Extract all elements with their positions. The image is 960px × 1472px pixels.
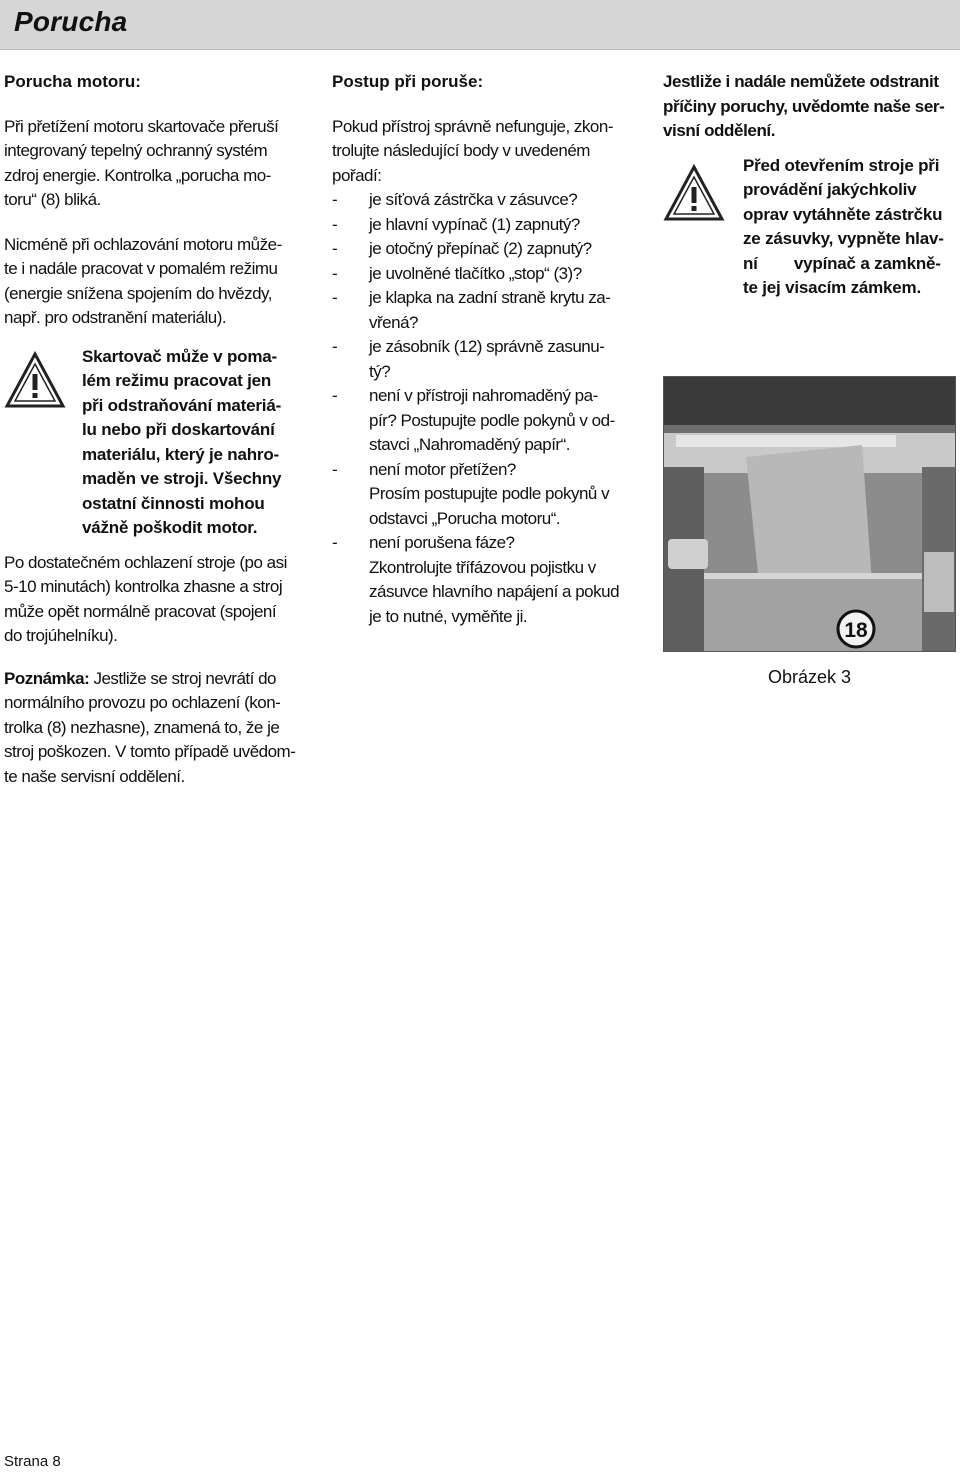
text-line: je hlavní vypínač (1) zapnutý? xyxy=(369,214,580,234)
text-line: zdroj energie. Kontrolka „porucha mo- xyxy=(4,165,271,185)
page-title: Porucha xyxy=(14,6,128,37)
note-paragraph xyxy=(4,667,302,790)
photo-callout-number: 18 xyxy=(844,619,868,642)
column-service xyxy=(663,70,956,301)
text-line: Před otevřením stroje při xyxy=(743,155,940,175)
text-line: není motor přetížen? xyxy=(369,459,516,479)
text-line: je síťová zástrčka v zásuvce? xyxy=(369,190,578,209)
text-line: trolujte následující body v uvedeném xyxy=(332,141,590,160)
text-line: ostatní činnosti mohou xyxy=(82,493,265,513)
dash-bullet: - xyxy=(332,533,338,552)
text-line: ní vypínač a zamkně- xyxy=(743,253,941,273)
text-line: 5-10 minutách) kontrolka zhasne a stroj xyxy=(4,577,283,596)
text-line: pořadí: xyxy=(332,165,382,185)
text-line: např. pro odstranění materiálu). xyxy=(4,308,227,327)
text-line: ze zásuvky, vypněte hlav- xyxy=(743,229,944,248)
list-item xyxy=(332,335,628,384)
column-troubleshooting xyxy=(332,70,628,629)
text-line: integrovaný tepelný ochranný systém xyxy=(4,141,268,160)
text-line: Pokud přístroj správně nefunguje, zkon- xyxy=(332,116,614,136)
text-line: Po dostatečném ochlazení stroje (po asi xyxy=(4,552,287,572)
warning-triangle-icon xyxy=(663,164,725,222)
dash-bullet: - xyxy=(332,288,338,307)
motor-fault-paragraph-2 xyxy=(4,233,302,331)
list-item xyxy=(332,458,628,532)
dash-bullet: - xyxy=(332,263,338,283)
text-line: trolka (8) nezhasne), znamená to, že je xyxy=(4,717,280,737)
list-item xyxy=(332,286,628,335)
dash-bullet: - xyxy=(332,214,338,234)
text-line: je zásobník (12) správně zasunu- xyxy=(369,337,605,356)
text-line: lém režimu pracovat jen xyxy=(82,371,272,390)
unplug-warning xyxy=(663,154,956,301)
text-line: příčiny poruchy, uvědomte naše ser- xyxy=(663,96,945,116)
text-line: maděn ve stroji. Všechny xyxy=(82,469,282,488)
dash-bullet: - xyxy=(332,190,338,209)
list-item xyxy=(332,188,628,213)
page-header xyxy=(0,0,960,50)
text-line: vážně poškodit motor. xyxy=(82,518,258,537)
figure-caption: Obrázek 3 xyxy=(767,667,852,687)
text-line: pír? Postupujte podle pokynů v od- xyxy=(369,410,615,430)
page-number: Strana 8 xyxy=(4,1453,61,1470)
text-line: může opět normálně pracovat (spojení xyxy=(4,601,277,621)
text-line: normálního provozu po ochlazení (kon- xyxy=(4,693,281,712)
text-line: stroj poškozen. V tomto případě uvědom- xyxy=(4,742,296,761)
unplug-warning-text xyxy=(743,154,956,301)
text-line: Nicméně při ochlazování motoru může- xyxy=(4,234,282,254)
list-item xyxy=(332,213,628,238)
motor-fault-heading: Porucha motoru: xyxy=(4,72,141,91)
note-text: Jestliže se stroj nevrátí do xyxy=(89,668,277,688)
text-line: provádění jakýchkoliv xyxy=(743,180,917,199)
text-line xyxy=(4,667,302,692)
list-item xyxy=(332,237,628,262)
text-line: Při přetížení motoru skartovače přeruší xyxy=(4,116,279,136)
note-label: Poznámka: xyxy=(4,668,90,688)
text-line: zásuvce hlavního napájení a pokud xyxy=(369,582,620,601)
dash-bullet: - xyxy=(332,337,338,356)
dash-bullet: - xyxy=(332,459,338,479)
troubleshooting-heading: Postup při poruše: xyxy=(332,72,484,91)
service-heading xyxy=(663,70,956,144)
text-line: je klapka na zadní straně krytu za- xyxy=(369,288,611,307)
shredder-interior-image xyxy=(664,377,956,652)
text-line: visní oddělení. xyxy=(663,121,776,140)
text-line: Jestliže i nadále nemůžete odstranit xyxy=(663,72,939,91)
text-line: je otočný přepínač (2) zapnutý? xyxy=(369,239,592,258)
text-line: je uvolněné tlačítko „stop“ (3)? xyxy=(369,263,582,283)
warning-triangle-icon xyxy=(4,351,66,409)
text-line: materiálu, který je nahro- xyxy=(82,444,279,464)
slow-mode-warning xyxy=(4,345,302,541)
text-line: Skartovač může v poma- xyxy=(82,346,277,366)
text-line: odstavci „Porucha motoru“. xyxy=(369,508,561,528)
text-line: tý? xyxy=(369,361,391,381)
text-line: vřená? xyxy=(369,312,418,332)
motor-fault-paragraph-1 xyxy=(4,115,302,213)
text-line: toru“ (8) bliká. xyxy=(4,190,101,209)
text-line: do trojúhelníku). xyxy=(4,626,118,645)
motor-fault-paragraph-3 xyxy=(4,551,302,649)
slow-mode-warning-text xyxy=(82,345,302,541)
text-line: stavci „Nahromaděný papír“. xyxy=(369,435,570,454)
text-line: te i nadále pracovat v pomalém režimu xyxy=(4,259,278,278)
text-line: te naše servisní oddělení. xyxy=(4,766,185,786)
column-motor-fault xyxy=(4,70,302,789)
text-line: je to nutné, vyměňte ji. xyxy=(369,606,528,626)
text-line: Zkontrolujte třífázovou pojistku v xyxy=(369,557,596,577)
text-line: Prosím postupujte podle pokynů v xyxy=(369,484,610,503)
text-line: není porušena fáze? xyxy=(369,533,515,552)
text-line: při odstraňování materiá- xyxy=(82,395,282,415)
dash-bullet: - xyxy=(332,386,338,405)
checklist xyxy=(332,188,628,629)
list-item xyxy=(332,531,628,629)
list-item xyxy=(332,384,628,458)
figure-photo xyxy=(663,376,956,652)
list-item xyxy=(332,262,628,287)
text-line: te jej visacím zámkem. xyxy=(743,278,921,297)
troubleshooting-intro xyxy=(332,115,628,189)
text-line: (energie snížena spojením do hvězdy, xyxy=(4,283,273,303)
dash-bullet: - xyxy=(332,239,338,258)
text-line: oprav vytáhněte zástrčku xyxy=(743,204,943,224)
text-line: lu nebo při doskartování xyxy=(82,420,275,439)
text-line: není v přístroji nahromaděný pa- xyxy=(369,386,598,405)
